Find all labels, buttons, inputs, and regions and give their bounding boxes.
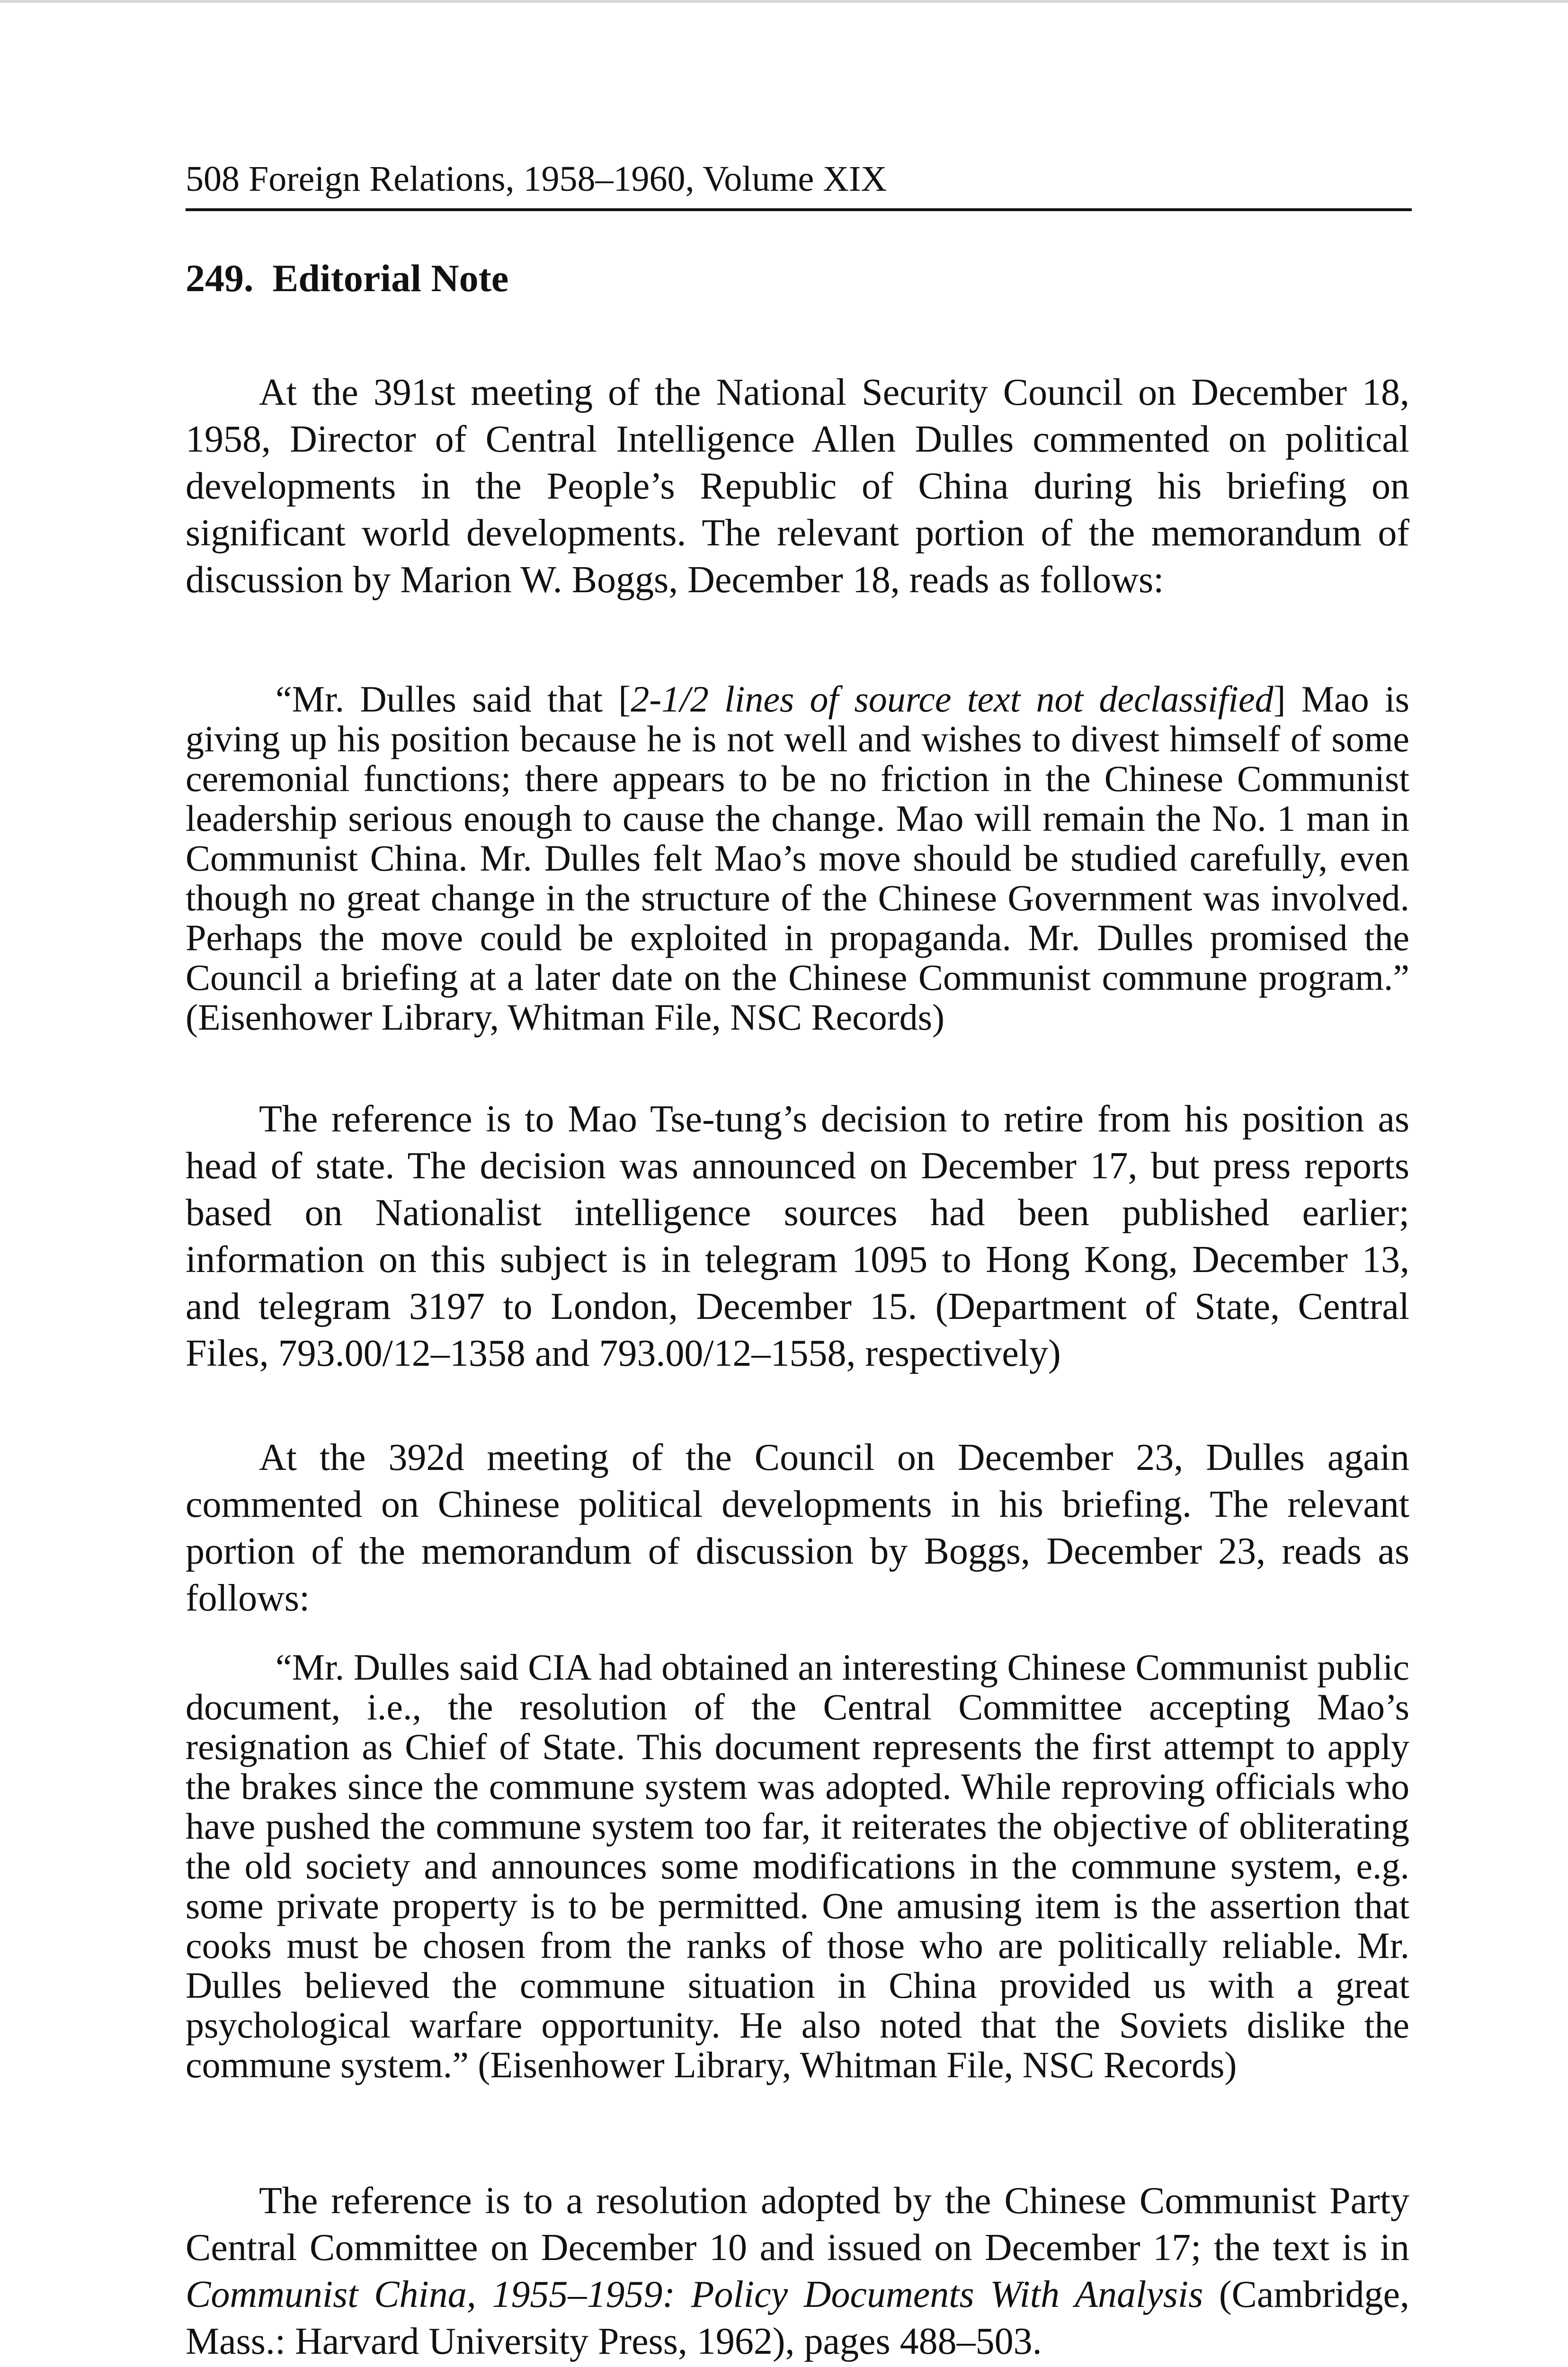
paragraph-3 — [186, 1434, 1409, 1622]
document-heading — [186, 255, 508, 302]
paragraph-1 — [186, 369, 1409, 604]
header-rule — [186, 208, 1412, 211]
paragraph-4-lead: The reference is to a resolution adopted by the Chinese Communist Party Central Committee on December 10 and issued on December 17; the text is in — [186, 2180, 1409, 2269]
paragraph-3-text: At the 392d meeting of the Council on December 23, Dulles again commented on Chinese political developments in his briefing. The relevant portion of the memorandum of discussion by Boggs, December 23, reads as follows: — [186, 1437, 1409, 1619]
paragraph-4-rest: (Cambridge, Mass.: Harvard University Press, 1962), pages 488–503. — [186, 2274, 1409, 2362]
paragraph-2 — [186, 1096, 1409, 1377]
paragraph-4 — [186, 2178, 1409, 2365]
quotation-1-rest: ] Mao is giving up his position because he is not well and wishes to divest himself of some ceremonial functions; there appears to be no friction in the Chinese Communist leadership serious enough to cause the change. Mao will remain the No. 1 man in Communist China. Mr. Dulles felt Mao’s move should be studied carefully, even though no great change in the structure of the Chinese Government was involved. Perhaps the move could be exploited in propaganda. Mr. Dulles promised the Council a briefing at a later date on the Chinese Communist commune program.” (Eisenhower Library, Whitman File, NSC Records) — [186, 678, 1409, 1038]
quotation-1-text — [186, 679, 1409, 1037]
document-title: Editorial Note — [272, 257, 509, 300]
quotation-1-bracketed-note: 2-1/2 lines of source text not declassified — [631, 678, 1274, 720]
paragraph-2-text: The reference is to Mao Tse-tung’s decision to retire from his position as head of state. The decision was announced on December 17, but press reports based on Nationalist intelligence sources had been published earlier; information on this subject is in telegram 1095 to Hong Kong, December 13, and telegram 3197 to London, December 15. (Department of State, Central Files, 793.00/12–1358 and 793.00/12–1558, respectively) — [186, 1098, 1409, 1374]
scan-top-edge — [0, 0, 1568, 3]
paragraph-1-text: At the 391st meeting of the National Security Council on December 18, 1958, Director of Central Intelligence Allen Dulles commented on political developments in the People’s Republic of China during his briefing on significant world developments. The relevant portion of the memorandum of discussion by Marion W. Boggs, December 18, reads as follows: — [186, 372, 1409, 601]
running-head: 508 Foreign Relations, 1958–1960, Volume XIX — [186, 159, 887, 199]
document-number: 249. — [186, 257, 254, 300]
quotation-2-text: “Mr. Dulles said CIA had obtained an interesting Chinese Communist public document, i.e., the resolution of the Central Committee accepting Mao’s resignation as Chief of State. This document represents the first attempt to apply the brakes since the commune system was adopted. While reproving officials who have pushed the commune system too far, it reiterates the objective of obliterating the old society and announces some modifications in the commune system, e.g. some private property is to be permitted. One amusing item is the assertion that cooks must be chosen from the ranks of those who are politically reliable. Mr. Dulles believed the commune situation in China provided us with a great psychological warfare opportunity. He also noted that the Soviets dislike the commune system.” (Eisenhower Library, Whitman File, NSC Records) — [186, 1646, 1409, 2085]
quotation-1 — [186, 679, 1409, 1037]
quotation-2 — [186, 1647, 1409, 2085]
book-title: Communist China, 1955–1959: Policy Documents With Analysis — [186, 2274, 1203, 2315]
paragraph-4-text — [186, 2178, 1409, 2365]
quotation-1-lead: “Mr. Dulles said that [ — [276, 678, 631, 720]
